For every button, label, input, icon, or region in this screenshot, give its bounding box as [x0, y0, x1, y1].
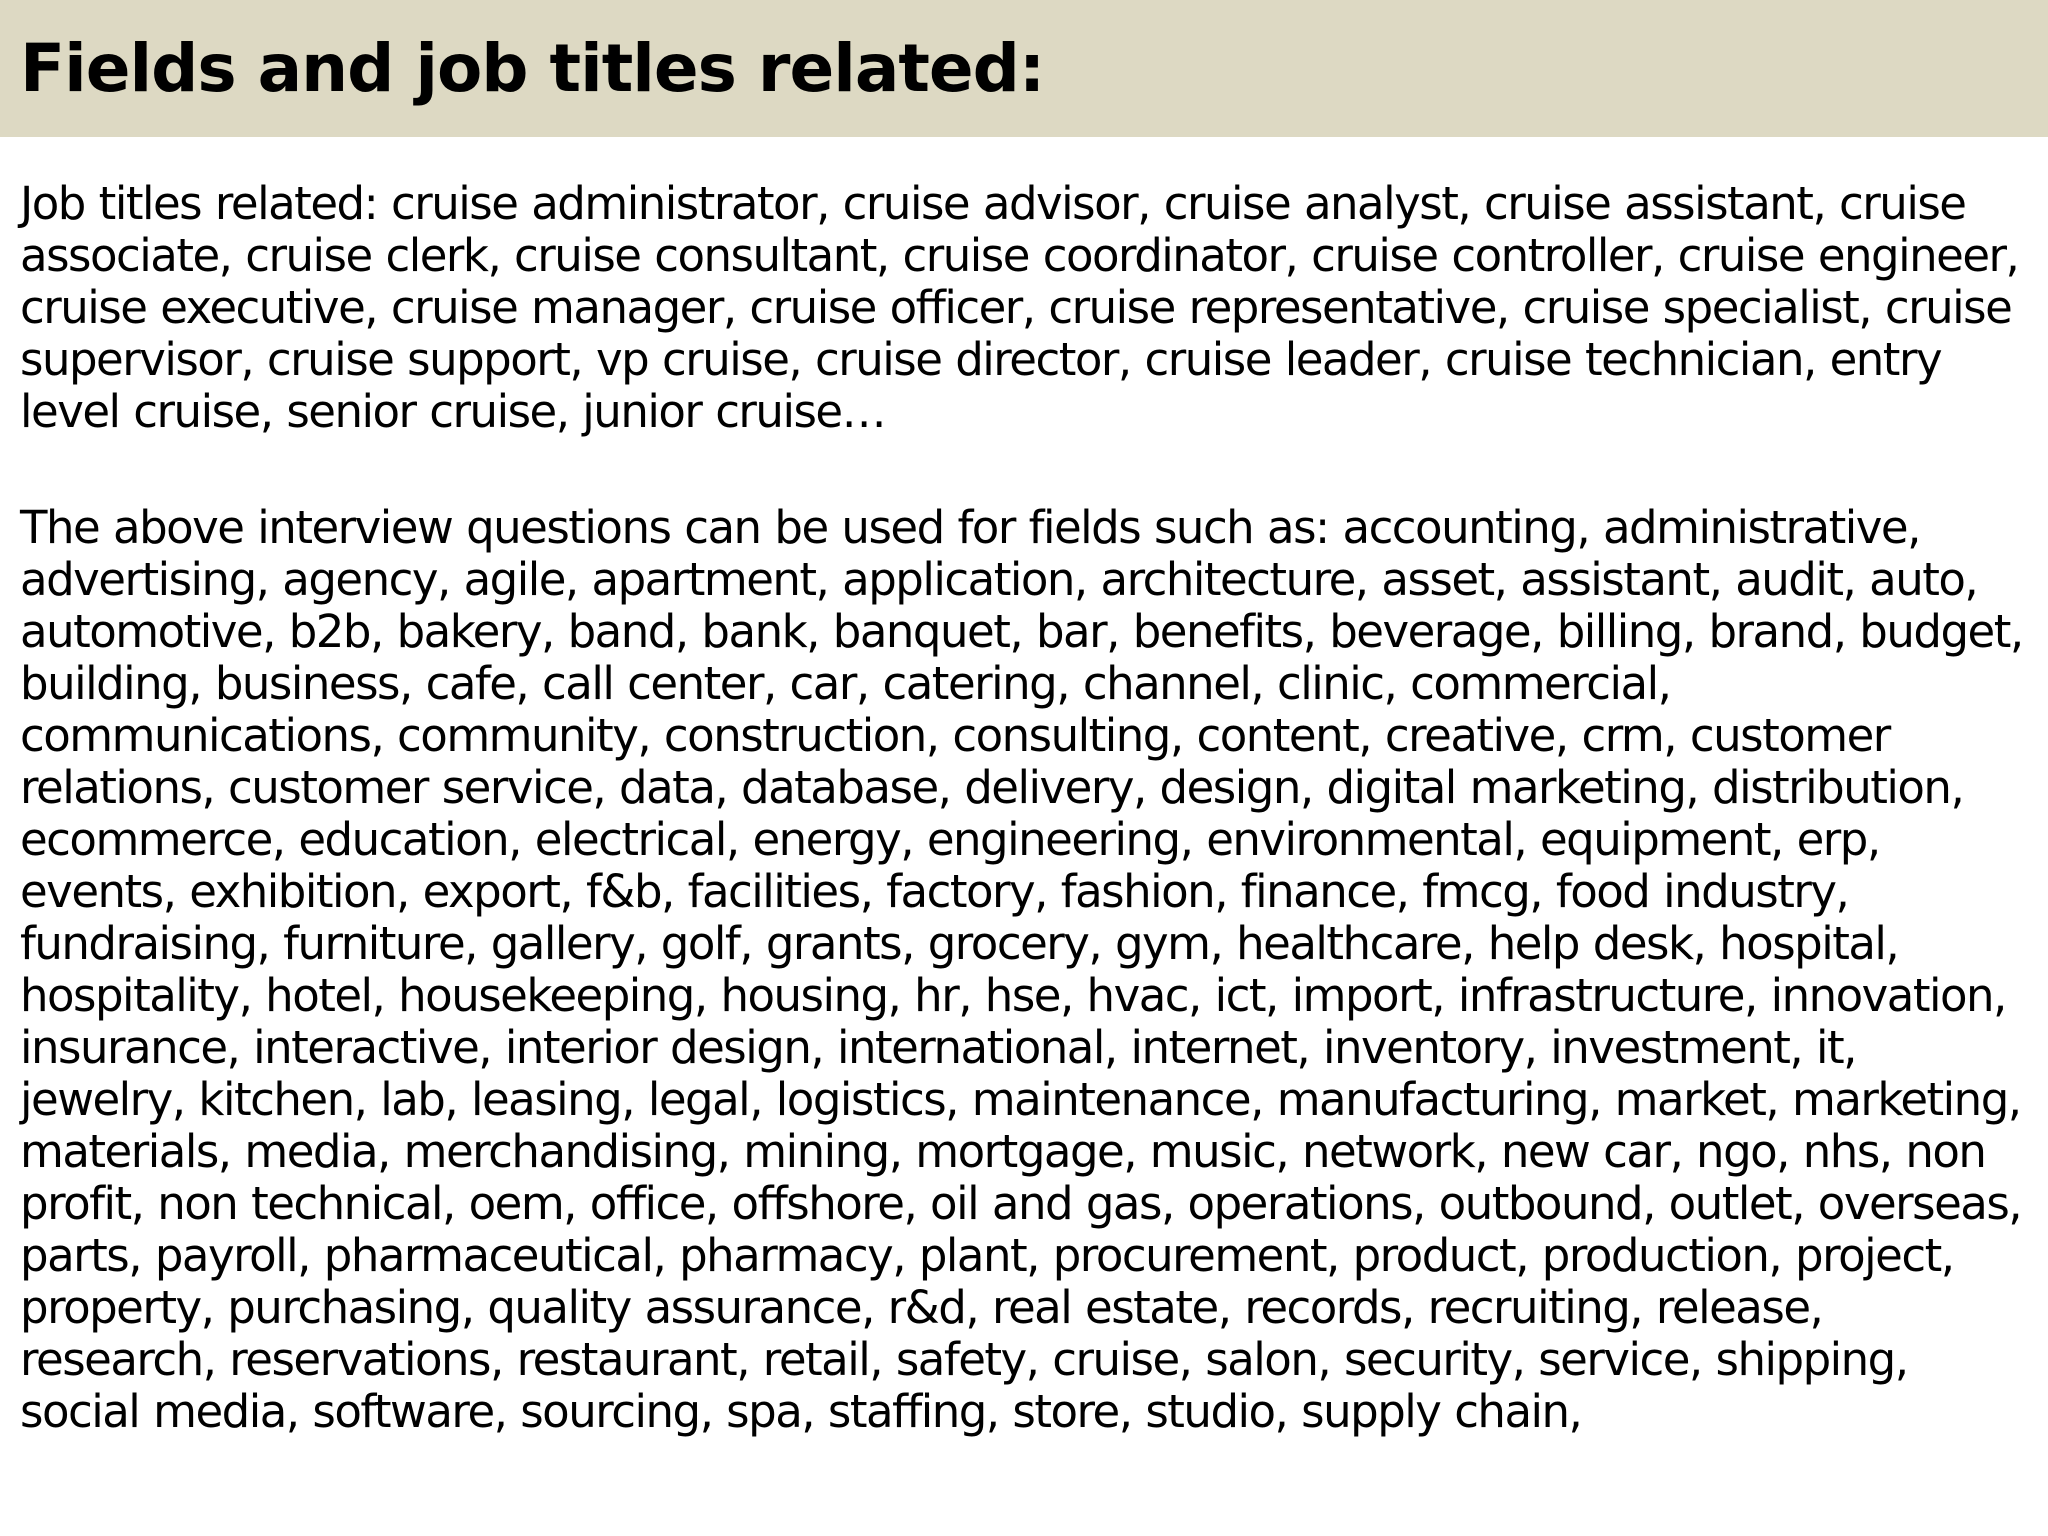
slide-body	[20, 178, 2030, 1438]
fields-paragraph: The above interview questions can be used for fields such as: accounting, administrative, advertising, agency, agile, apartment, application, architecture, asset, assistant, audit, auto, automotive, b2b, bakery, band, bank, banquet, bar, benefits, beverage, billing, brand, budget, building, business, cafe, call center, car, catering, channel, clinic, commercial, communications, community, construction, consulting, content, creative, crm, customer relations, customer service, data, database, delivery, design, digital marketing, distribution, ecommerce, education, electrical, energy, engineering, environmental, equipment, erp, events, exhibition, export, f&b, facilities, factory, fashion, finance, fmcg, food industry, fundraising, furniture, gallery, golf, grants, grocery, gym, healthcare, help desk, hospital, hospitality, hotel, housekeeping, housing, hr, hse, hvac, ict, import, infrastructure, innovation, insurance, interactive, interior design, international, internet, inventory, investment, it, jewelry, kitchen, lab, leasing, legal, logistics, maintenance, manufacturing, market, marketing, materials, media, merchandising, mining, mortgage, music, network, new car, ngo, nhs, non profit, non technical, oem, office, offshore, oil and gas, operations, outbound, outlet, overseas, parts, payroll, pharmaceutical, pharmacy, plant, procurement, product, production, project, property, purchasing, quality assurance, r&d, real estate, records, recruiting, release, research, reservations, restaurant, retail, safety, cruise, salon, security, service, shipping, social media, software, sourcing, spa, staffing, store, studio, supply chain,	[20, 501, 2023, 1438]
job-titles-paragraph: Job titles related: cruise administrator, cruise advisor, cruise analyst, cruise assistant, cruise associate, cruise clerk, cruise consultant, cruise coordinator, cruise controller, cruise engineer, cruise executive, cruise manager, cruise officer, cruise representative, cruise specialist, cruise supervisor, cruise support, vp cruise, cruise director, cruise leader, cruise technician, entry level cruise, senior cruise, junior cruise…	[20, 177, 2019, 438]
title-bar	[0, 0, 2048, 137]
slide-title: Fields and job titles related:	[20, 30, 1045, 107]
